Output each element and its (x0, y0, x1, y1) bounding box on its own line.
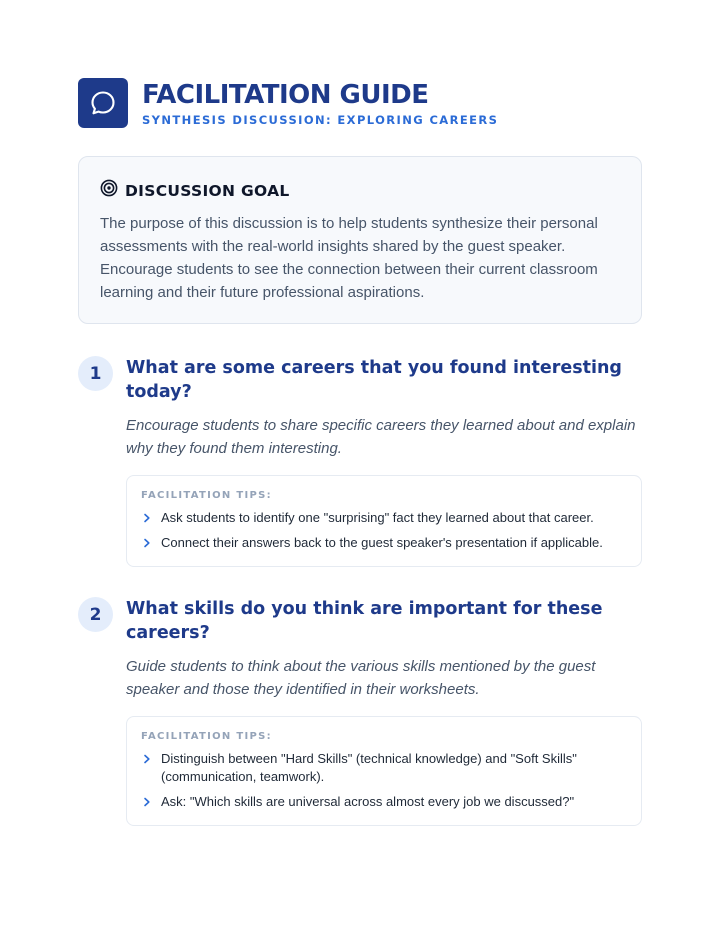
discussion-goal-title: DISCUSSION GOAL (125, 181, 290, 200)
chevron-right-icon (141, 750, 153, 768)
facilitation-tips-label: FACILITATION TIPS: (141, 731, 272, 742)
discussion-goal-text: The purpose of this discussion is to help students synthesize their personal assessments with the real-world insights shared by the guest speaker. Encourage students to see the connection between their current classroom learning and their future professional aspirations. (100, 215, 598, 301)
chat-bubble-icon (78, 78, 128, 128)
question-number-badge: 1 (78, 356, 113, 391)
tip-text: Ask: "Which skills are universal across almost every job we discussed?" (161, 794, 575, 809)
chevron-right-icon (141, 509, 153, 527)
question-title: What are some careers that you found interesting today? (126, 358, 622, 402)
tip-item (141, 750, 627, 786)
tips-list (141, 509, 627, 552)
question-2 (78, 597, 642, 826)
question-title: What skills do you think are important for these careers? (126, 599, 603, 643)
page-subtitle: SYNTHESIS DISCUSSION: EXPLORING CAREERS (142, 112, 499, 127)
tip-text: Ask students to identify one "surprising" fact they learned about that career. (161, 510, 594, 525)
question-description: Encourage students to share specific careers they learned about and explain why they found them interesting. (126, 417, 636, 457)
header (78, 78, 642, 128)
chevron-right-icon (141, 793, 153, 811)
discussion-goal-card (78, 156, 642, 324)
facilitation-tips-label: FACILITATION TIPS: (141, 490, 272, 501)
tip-item (141, 509, 627, 527)
tip-text: Connect their answers back to the guest speaker's presentation if applicable. (161, 535, 603, 550)
question-description: Guide students to think about the various skills mentioned by the guest speaker and those they identified in their worksheets. (126, 658, 596, 698)
question-1 (78, 356, 642, 567)
tip-text: Distinguish between "Hard Skills" (technical knowledge) and "Soft Skills" (communication, teamwork). (161, 751, 577, 784)
tip-item (141, 793, 627, 811)
tips-list (141, 750, 627, 811)
facilitation-tips-card (126, 475, 642, 567)
page-title: FACILITATION GUIDE (142, 79, 429, 110)
chevron-right-icon (141, 534, 153, 552)
question-number-badge: 2 (78, 597, 113, 632)
tip-item (141, 534, 627, 552)
target-icon (100, 179, 118, 202)
facilitation-tips-card (126, 716, 642, 826)
